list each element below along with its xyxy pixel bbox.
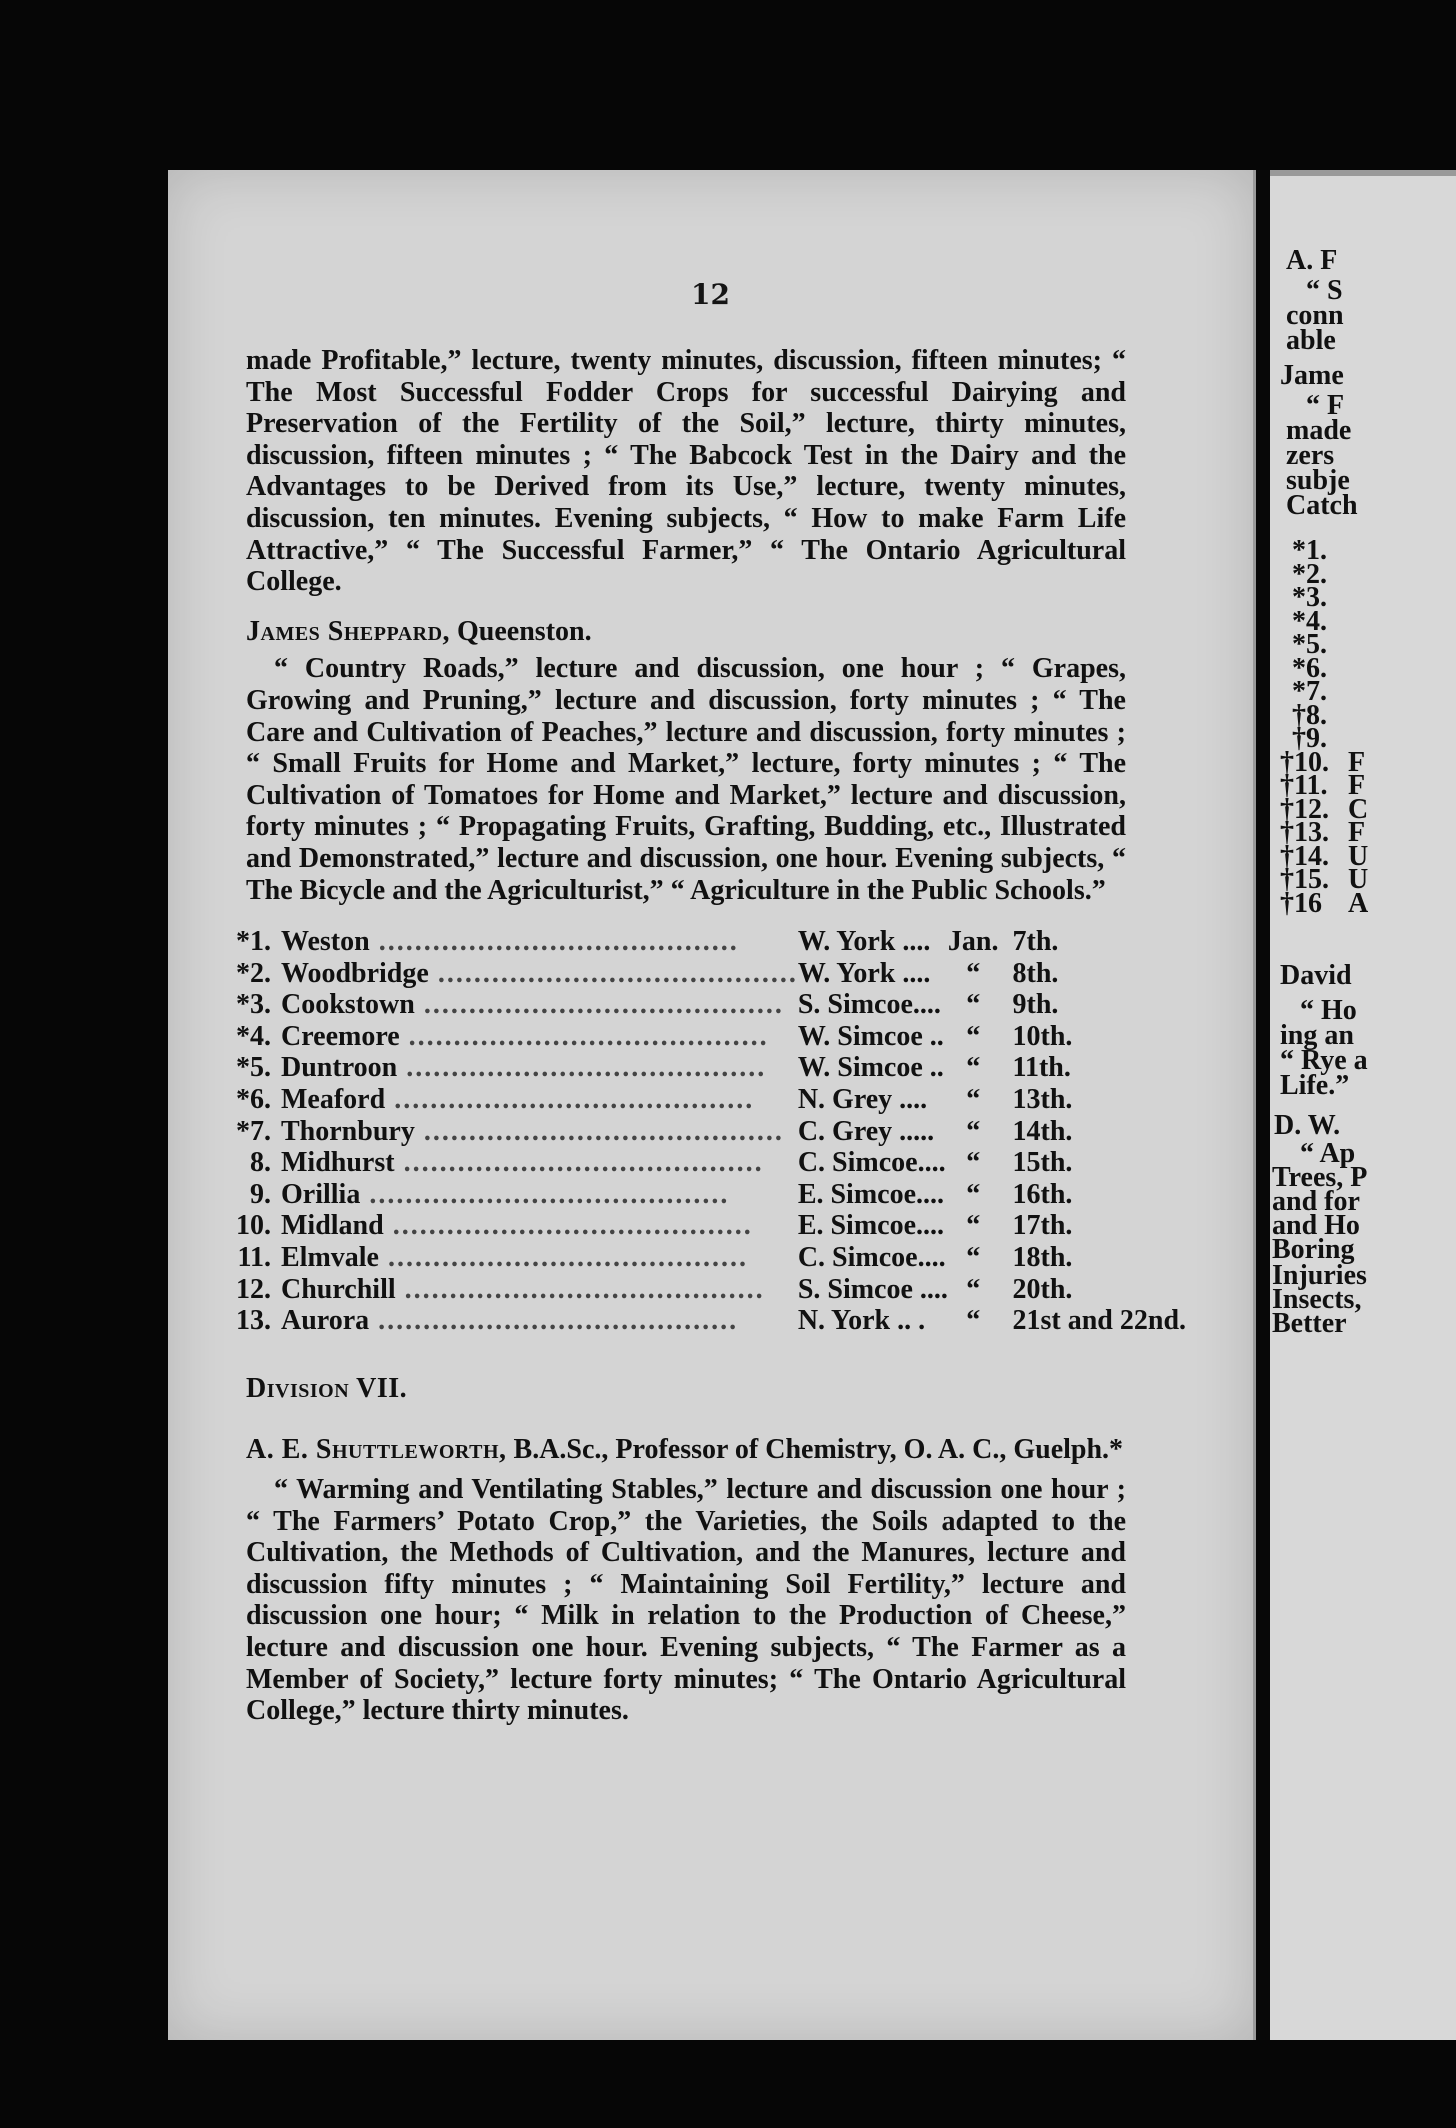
schedule-county: E. Simcoe.... [797,1178,945,1210]
left-page [168,170,1257,2040]
right-page-line: and Ho [1272,1210,1360,1241]
schedule-number: *7. [236,1115,271,1147]
right-page-line: Injuries [1272,1260,1367,1291]
page-content [236,345,1187,1727]
schedule-number: *3. [236,989,271,1021]
right-page-list-text: U [1348,840,1369,872]
right-page-line: A. F [1286,245,1338,276]
right-page-line: D. W. [1274,1110,1341,1141]
schedule-row [236,1021,1186,1053]
schedule-month: “ [966,1178,981,1210]
schedule-row [236,1274,1186,1306]
speaker-name: A. E. Shuttleworth, [246,1434,507,1466]
right-page-list-number: †9. [1292,723,1327,754]
right-page-line: conn [1286,300,1344,331]
schedule-day: 9th. [1012,989,1059,1021]
right-page-list-number: †12. [1280,793,1329,825]
schedule-place: Duntroon [281,1052,398,1084]
schedule-day: 16th. [1012,1178,1073,1210]
schedule-county: N. Grey .... [797,1084,928,1116]
schedule-number: 13. [236,1305,271,1337]
schedule-county: W. Simcoe .. [797,1020,944,1052]
leader-dots: ........................................ [379,1242,748,1274]
right-page-list-number: *4. [1292,605,1327,637]
right-page-list-number: †11. [1280,770,1328,801]
right-page-list-number: †8. [1292,699,1327,731]
schedule-day: 17th. [1012,1210,1073,1242]
schedule-number: *4. [236,1020,271,1052]
schedule-row [236,1052,1186,1084]
right-page-list-number: *3. [1292,582,1327,613]
schedule-place: Elmvale [281,1242,379,1274]
schedule-county: E. Simcoe.... [797,1210,945,1242]
right-page-list-number: *7. [1292,676,1327,707]
right-page-list-text: F [1348,746,1366,778]
schedule-county: S. Simcoe .... [797,1273,948,1305]
speaker-name: James Sheppard, [246,615,451,647]
right-page-line: Boring [1272,1234,1355,1265]
schedule-day: 10th. [1012,1020,1073,1052]
schedule-number: *5. [236,1052,271,1084]
right-page-line: “ Ap [1300,1138,1356,1169]
schedule-place: Meaford [281,1084,386,1116]
schedule-day: 14th. [1012,1115,1073,1147]
right-page-list-text: A [1348,887,1369,919]
schedule-number: 9. [250,1178,271,1210]
schedule-month: “ [966,1020,981,1052]
speaker-place: Queenston. [450,615,592,647]
schedule-place: Midhurst [281,1147,395,1179]
schedule-day: 20th. [1012,1273,1073,1305]
schedule-number: *6. [236,1084,271,1116]
leader-dots: ........................................ [395,1273,765,1305]
schedule-county: W. York .... [797,926,931,958]
schedule-county: N. York .. . [797,1305,926,1337]
schedule-number: *2. [236,957,271,989]
leader-dots: ........................................ [414,989,784,1021]
right-page-line: made [1286,415,1352,446]
schedule-day: 13th. [1012,1084,1073,1116]
schedule-month: “ [966,1210,981,1242]
leader-dots: ........................................ [399,1020,769,1052]
right-page-line: subje [1286,465,1350,496]
schedule-number: 8. [250,1147,271,1179]
right-page-list-number: *5. [1292,629,1327,660]
schedule-row [236,1084,1186,1116]
page-number: 12 [691,278,730,311]
leader-dots: ........................................ [397,1052,767,1084]
schedule-day: 18th. [1012,1242,1073,1274]
book-gutter [1256,170,1270,2040]
schedule-month: “ [966,957,981,989]
schedule-row [236,1116,1186,1148]
intro-paragraph: made Profitable,” lecture, twenty minutes, discussion, fifteen minutes; “ The Most Successful Fodder Crops for successful Dairying and Preservation of the Fertility of the Soil,” lecture, thirty minutes, discussion, fifteen minutes ; “ The Babcock Test in the Dairy and the Advantages to be Derived from its Use,” lecture, twenty minutes, discussion, ten minutes. Evening subjects, “ How to make Farm Life Attractive,” “ The Successful Farmer,” “ The Ontario Agricultural College. [246,345,1126,598]
schedule-month: “ [966,989,981,1021]
right-page-line: Jame [1280,360,1344,391]
division-heading [246,1373,1126,1405]
schedule-place: Aurora [281,1305,370,1337]
schedule-row [236,1242,1186,1274]
schedule-month: “ [966,1273,981,1305]
right-page-list-number: *6. [1292,652,1327,684]
leader-dots: ........................................ [428,957,798,989]
meeting-schedule-table [236,926,1186,1337]
right-page-line: “ Ho [1300,995,1357,1026]
right-page-list-number: †15. [1280,864,1329,895]
leader-dots: ........................................ [414,1115,784,1147]
schedule-month: “ [966,1147,981,1179]
schedule-row [236,1210,1186,1242]
speaker-heading-sheppard [246,616,1126,648]
schedule-month: “ [966,1242,981,1274]
schedule-place: Woodbridge [281,957,429,989]
schedule-county: W. Simcoe .. [797,1052,944,1084]
division-heading-text: Division VII. [246,1372,408,1404]
leader-dots: ........................................ [369,1305,739,1337]
schedule-place: Weston [281,926,370,958]
schedule-day: 8th. [1012,957,1059,989]
speaker-heading-shuttleworth [246,1434,1126,1466]
right-page-line: “ F [1306,390,1345,421]
right-page-list-number: *1. [1292,535,1327,566]
right-page-list-number: †10. [1280,746,1329,778]
schedule-day: 7th. [1012,926,1059,958]
schedule-month: “ [966,1084,981,1116]
schedule-row [236,1305,1186,1337]
right-page-line: “ Rye a [1280,1045,1368,1076]
schedule-county: C. Simcoe.... [797,1147,946,1179]
right-page-line: David [1280,960,1352,991]
schedule-day: 21st and 22nd. [1012,1305,1187,1337]
leader-dots: ........................................ [385,1084,755,1116]
schedule-county: C. Grey ..... [797,1115,935,1147]
right-page-line: and for [1272,1186,1360,1217]
schedule-place: Churchill [281,1273,396,1305]
schedule-number: 10. [236,1210,271,1242]
right-page-line: able [1286,325,1336,356]
schedule-row [236,926,1186,958]
schedule-place: Thornbury [281,1115,415,1147]
right-page-line: Better [1272,1308,1347,1339]
schedule-county: S. Simcoe.... [797,989,941,1021]
right-page-line: Catch [1286,490,1358,521]
schedule-month: “ [966,1115,981,1147]
right-page-list-text: F [1348,770,1366,801]
right-page-list-number: †16 [1280,887,1322,919]
schedule-day: 11th. [1012,1052,1071,1084]
schedule-place: Midland [281,1210,384,1242]
schedule-row [236,1147,1186,1179]
right-page-line: ing an [1280,1020,1354,1051]
right-page-list-number: †13. [1280,817,1329,848]
schedule-county: W. York .... [797,957,931,989]
schedule-month: “ [966,1305,981,1337]
right-page-list-text: C [1348,793,1369,825]
speaker-paragraph-sheppard: “ Country Roads,” lecture and discussion, one hour ; “ Grapes, Growing and Pruning,” lecture and discussion, forty minutes ; “ The Care and Cultivation of Peaches,” lecture and discussion, forty minutes ; “ Small Fruits for Home and Market,” lecture, forty minutes ; “ The Cultivation of Tomatoes for Home and Market,” lecture and discussion, forty minutes ; “ Propagating Fruits, Grafting, Budding, etc., Illustrated and Demonstrated,” lecture and discussion, one hour. Evening subjects, “ The Bicycle and the Agriculturist,” “ Agriculture in the Public Schools.” [246,653,1126,906]
right-page-fragment [1270,170,1456,2040]
right-page-list-number: *2. [1292,558,1327,590]
schedule-number: *1. [236,926,271,958]
right-page-line: Insects, [1272,1284,1362,1315]
schedule-row [236,958,1186,990]
right-page-list-text: F [1348,817,1366,848]
right-page-line: Life.” [1280,1070,1350,1101]
speaker-title: B.A.Sc., Professor of Chemistry, O. A. C., Guelph.* [506,1434,1124,1466]
schedule-place: Cookstown [281,989,415,1021]
schedule-place: Orillia [281,1178,361,1210]
leader-dots: ........................................ [360,1178,730,1210]
schedule-county: C. Simcoe.... [797,1242,946,1274]
schedule-month: “ [966,1052,981,1084]
right-page-list-text: U [1348,864,1369,895]
leader-dots: ........................................ [369,926,739,958]
right-page-text [1270,170,1456,2040]
leader-dots: ........................................ [394,1147,764,1179]
schedule-row [236,1179,1186,1211]
right-page-line: “ S [1306,275,1343,306]
schedule-row [236,989,1186,1021]
right-page-line: Trees, P [1272,1162,1368,1193]
right-page-list-number: †14. [1280,840,1329,872]
schedule-day: 15th. [1012,1147,1073,1179]
schedule-month: Jan. [947,926,999,958]
right-page-line: zers [1286,440,1335,471]
schedule-place: Creemore [281,1020,400,1052]
leader-dots: ........................................ [383,1210,753,1242]
schedule-number: 11. [237,1242,271,1274]
schedule-number: 12. [236,1273,271,1305]
speaker-paragraph-shuttleworth: “ Warming and Ventilating Stables,” lecture and discussion one hour ; “ The Farmers’ Potato Crop,” the Varieties, the Soils adapted to the Cultivation, the Methods of Cultivation, and the Manures, lecture and discussion fifty minutes ; “ Maintaining Soil Fertility,” lecture and discussion one hour; “ Milk in relation to the Production of Cheese,” lecture and discussion one hour. Evening subjects, “ The Farmer as a Member of Society,” lecture forty minutes; “ The Ontario Agricultural College,” lecture thirty minutes. [246,1474,1126,1727]
